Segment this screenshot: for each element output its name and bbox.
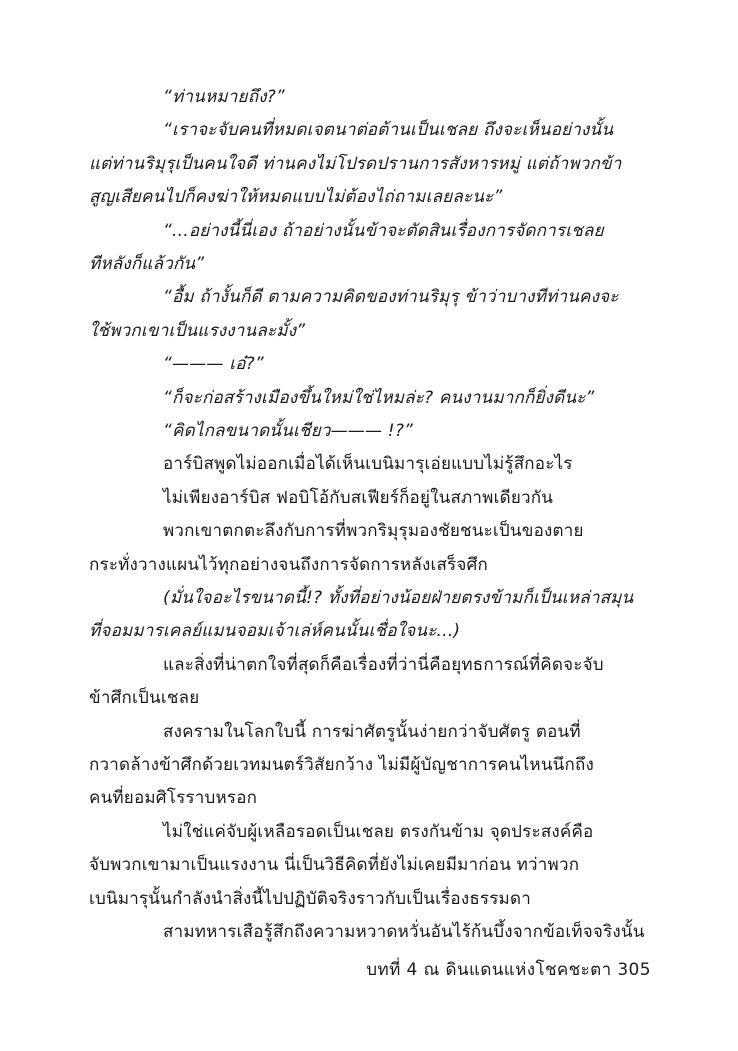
text-line: (มั่นใจอะไรขนาดนี้!? ทั้งที่อย่างน้อยฝ่ายตรงข้ามก็เป็นเหล่าสมุน — [163, 588, 634, 608]
text-line: ทีหลังก็แล้วกัน” — [89, 254, 205, 274]
text-line: สงครามในโลกใบนี้ การฆ่าศัตรูนั้นง่ายกว่าจับศัตรู ตอนที่ — [163, 722, 581, 742]
text-line: อาร์บิสพูดไม่ออกเมื่อได้เห็นเบนิมารุเอ่ยแบบไม่รู้สึกอะไร — [163, 454, 573, 474]
text-line: ที่จอมมารเคลย์แมนจอมเจ้าเล่ห์คนนั้นเชื่อใจนะ...) — [89, 621, 461, 641]
text-line: ไม่เพียงอาร์บิส ฟอบิโอ้กับสเฟียร์ก็อยู่ในสภาพเดียวกัน — [163, 488, 554, 508]
text-line: ข้าศึกเป็นเชลย — [89, 688, 200, 708]
text-line: สูญเสียคนไปก็คงฆ่าให้หมดแบบไม่ต้องไถ่ถามเลยละนะ” — [89, 187, 503, 207]
text-line: กระทั่งวางแผนไว้ทุกอย่างจนถึงการจัดการหลังเสร็จศึก — [89, 555, 489, 575]
text-line: ใช้พวกเขาเป็นแรงงานละมั้ง” — [89, 321, 306, 341]
text-line: เบนิมารุนั้นกำลังนำสิ่งนี้ไปปฏิบัติจริงราวกับเป็นเรื่องธรรมดา — [89, 889, 531, 909]
text-line: แต่ท่านริมุรุเป็นคนใจดี ท่านคงไม่โปรดปรานการสังหารหมู่ แต่ถ้าพวกข้า — [89, 154, 622, 174]
text-line: “ก็จะก่อสร้างเมืองขึ้นใหม่ใช่ไหมล่ะ? คนงานมากก็ยิ่งดีนะ” — [163, 388, 595, 408]
text-line: จับพวกเขามาเป็นแรงงาน นี่เป็นวิธีคิดที่ยังไม่เคยมีมาก่อน ทว่าพวก — [89, 855, 580, 875]
text-line: กวาดล้างข้าศึกด้วยเวทมนตร์วิสัยกว้าง ไม่มีผู้บัญชาการคนไหนนึกถึง — [89, 755, 594, 775]
text-line: สามทหารเสือรู้สึกถึงความหวาดหวั่นอันไร้ก้นบึ้งจากข้อเท็จจริงนั้น — [163, 922, 645, 942]
text-line: ไม่ใช่แค่จับผู้เหลือรอดเป็นเชลย ตรงกันข้าม จุดประสงค์คือ — [163, 822, 594, 842]
text-line: และสิ่งที่น่าตกใจที่สุดก็คือเรื่องที่ว่านี่คือยุทธการณ์ที่คิดจะจับ — [163, 655, 604, 675]
page-footer: บทที่ 4 ณ ดินแดนแห่งโชคชะตา 305 — [366, 960, 651, 980]
text-line: “——— เอ๋?” — [163, 354, 264, 374]
text-line: “คิดไกลขนาดนั้นเชียว——— !?” — [163, 421, 414, 441]
text-line: “อื้ม ถ้างั้นก็ดี ตามความคิดของท่านริมุรุ ข้าว่าบางทีท่านคงจะ — [163, 287, 619, 307]
text-line: “...อย่างนี้นี่เอง ถ้าอย่างนั้นข้าจะตัดสินเรื่องการจัดการเชลย — [163, 221, 604, 241]
text-line: “ท่านหมายถึง?” — [163, 87, 285, 107]
text-line: “เราจะจับคนที่หมดเจตนาต่อต้านเป็นเชลย ถึงจะเห็นอย่างนั้น — [163, 120, 614, 140]
text-line: คนที่ยอมศิโรราบหรอก — [89, 788, 258, 808]
text-line: พวกเขาตกตะลึงกับการที่พวกริมุรุมองชัยชนะเป็นของตาย — [163, 521, 584, 541]
